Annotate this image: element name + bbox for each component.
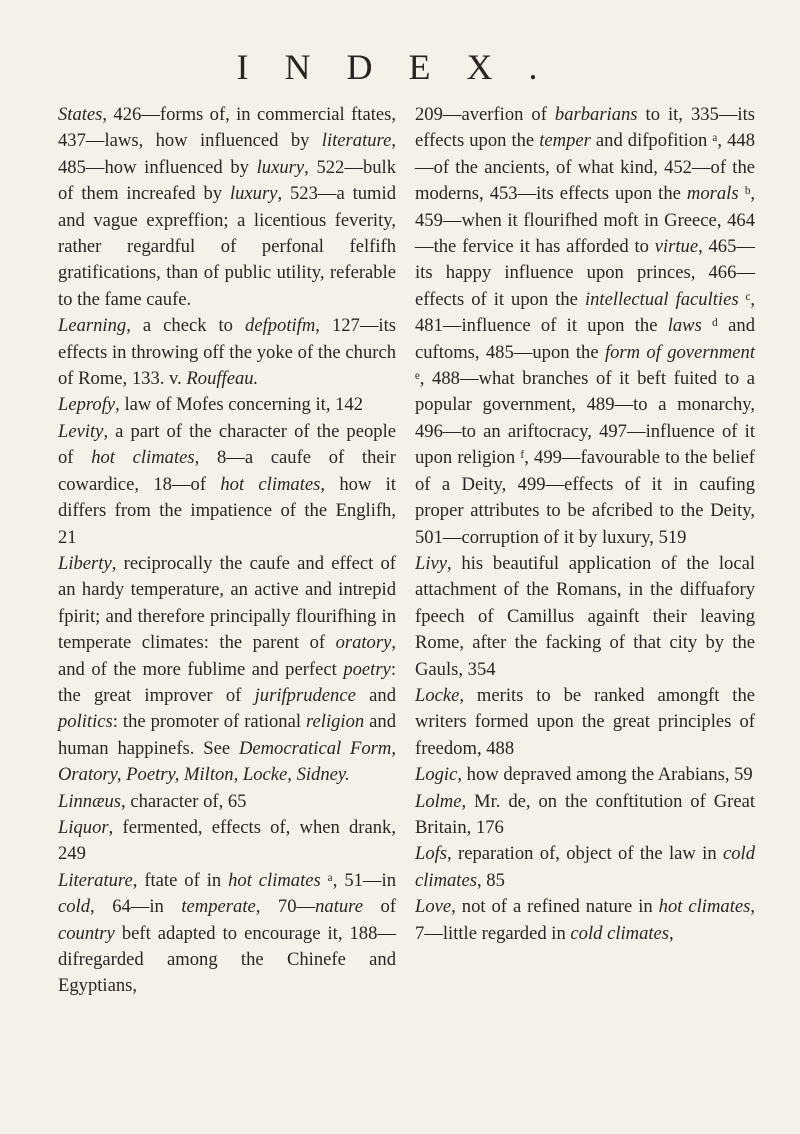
entry-italic-text: Liquor xyxy=(58,816,109,838)
entry-italic-text: luxury xyxy=(256,156,305,178)
entry-italic-text: defpotifm xyxy=(245,315,316,337)
entry-italic-text: cold xyxy=(58,896,91,918)
entry-italic-text: Learning xyxy=(58,315,127,337)
entry-text: and difpofition ᵃ, 448—of the ancients, of what kind, 452—of the moderns, 453—its effects upon the xyxy=(415,130,755,205)
entry-italic-text: oratory xyxy=(335,632,392,654)
entry-text: beft adapted to encourage it, 188—difregarded among the Chinefe and Egyptians, xyxy=(58,922,396,997)
entry-italic-text: country xyxy=(58,922,115,944)
index-entry xyxy=(415,683,755,762)
entry-italic-text: Linnæus xyxy=(58,790,122,812)
entry-text: , 7—little regarded in xyxy=(415,896,756,944)
index-entry xyxy=(58,392,396,418)
entry-text: , fermented, effects of, when drank, 249 xyxy=(58,816,396,865)
entry-text: to it, 335—its effects upon the xyxy=(415,104,755,152)
entry-text: , a check to xyxy=(126,315,246,337)
entry-italic-text: Levity xyxy=(58,420,104,442)
entry-text: : the promoter of rational xyxy=(112,711,306,733)
index-entry xyxy=(58,102,396,313)
entry-italic-text: Logic xyxy=(415,764,458,786)
entry-text: , 522—bulk of them increafed by xyxy=(58,156,396,205)
index-entry xyxy=(58,868,396,1000)
entry-text: , 8—a caufe of their cowardice, 18—of xyxy=(58,447,396,495)
entry-text: , merits to be ranked amongft the writers formed upon the great principles of freedom, 488 xyxy=(415,684,755,759)
entry-italic-text: morals xyxy=(686,183,739,205)
entry-italic-text: Democratical Form, Oratory, Poetry, Milton, Locke, Sidney. xyxy=(58,737,396,786)
entry-text: , law of Mofes concerning it, 142 xyxy=(115,394,364,416)
index-entry xyxy=(58,815,396,868)
entry-text: , xyxy=(669,922,674,944)
index-entry xyxy=(58,551,396,789)
entry-text: : the great improver of xyxy=(58,658,396,706)
entry-text: , and of the more fublime and perfect xyxy=(58,632,396,680)
entry-text: , 85 xyxy=(476,869,505,891)
entry-italic-text: Lofs xyxy=(415,843,448,865)
entry-text: , how depraved among the Arabians, 59 xyxy=(457,764,753,786)
entry-italic-text: cold climates xyxy=(570,922,670,944)
entry-italic-text: form of government xyxy=(604,341,755,363)
entry-italic-text: Rouffeau. xyxy=(186,368,259,390)
entry-italic-text: literature xyxy=(321,130,392,152)
entry-italic-text: temper xyxy=(539,130,591,152)
entry-italic-text: politics xyxy=(58,711,113,733)
entry-text: , not of a refined nature in xyxy=(451,896,659,918)
entry-italic-text: religion xyxy=(305,711,365,733)
entry-text: of xyxy=(362,896,397,918)
index-entry xyxy=(415,762,755,788)
entry-italic-text: Leprofy xyxy=(58,394,116,416)
entry-italic-text: Livy xyxy=(415,552,448,574)
entry-text: ᵈ and cuftoms, 485—upon the xyxy=(415,315,755,363)
entry-text: ᵉ, 488—what branches of it beft fuited to a popular government, 489—to a monarchy, 496—to an ariftocracy, 497—influence of it upon religion ᶠ, 499—favourable to the belief of a Deity, 499—effects of it in caufing proper attributes to be afcribed to the Deity, 501—corruption of it by luxury, 519 xyxy=(415,368,755,548)
entry-text: , 426—forms of, in commercial ftates, 437—laws, how influenced by xyxy=(58,104,396,152)
index-entry xyxy=(58,419,396,551)
entry-text: , reparation of, object of the law in xyxy=(447,843,723,865)
entry-text: ᶜ, 481—influence of it upon the xyxy=(415,288,755,337)
entry-text: , Mr. de, on the conftitution of Great Britain, 176 xyxy=(415,790,755,838)
entry-text: , his beautiful application of the local attachment of the Romans, in the diffuafory fpeech of Camillus againft their leaving Rome, after the facking of that city by the Gauls, 354 xyxy=(415,552,755,680)
index-entry xyxy=(58,789,396,815)
entry-italic-text: temperate xyxy=(181,896,256,918)
entry-text: 209—averfion of xyxy=(415,104,555,125)
entry-text: , 64—in xyxy=(90,896,182,918)
index-entry xyxy=(415,789,755,842)
entry-italic-text: Love xyxy=(415,896,452,918)
entry-italic-text: barbarians xyxy=(554,104,638,125)
entry-text: , 70— xyxy=(255,896,316,918)
entry-italic-text: intellectual faculties xyxy=(584,288,739,310)
entry-text: , how it differs from the impatience of the Englifh, 21 xyxy=(58,473,397,548)
entry-text: , 127—its effects in throwing off the yoke of the church of Rome, 133. v. xyxy=(58,315,396,390)
running-head: INDEX. xyxy=(236,47,574,87)
entry-italic-text: hot climates xyxy=(220,473,321,495)
entry-text: , character of, 65 xyxy=(121,790,247,812)
entry-text: , 485—how influenced by xyxy=(58,130,396,178)
left-column xyxy=(58,102,396,1000)
entry-italic-text: Literature xyxy=(58,869,133,891)
entry-text: , ftate of in xyxy=(132,869,229,891)
entry-italic-text: Locke xyxy=(415,684,460,706)
entry-text: and human happinefs. See xyxy=(58,711,397,759)
entry-italic-text: cold climates xyxy=(415,843,755,891)
entry-italic-text: States xyxy=(58,104,103,125)
entry-text: ᵇ, 459—when it flourifhed moft in Greece, 464—the fervice it has afforded to xyxy=(415,183,755,258)
entry-italic-text: poetry xyxy=(343,658,391,680)
index-entry xyxy=(415,894,755,947)
index-entry xyxy=(415,841,755,894)
entry-italic-text: nature xyxy=(315,896,363,918)
entry-italic-text: hot climates xyxy=(658,896,751,918)
entry-italic-text: luxury xyxy=(229,183,278,205)
entry-text: , reciprocally the caufe and effect of an hardy temperature, an active and intrepid fpirit; and therefore principally flourifhing in temperate climates: the parent of xyxy=(58,552,396,654)
entry-text: and xyxy=(355,684,396,706)
entry-text: , a part of the character of the people of xyxy=(58,420,396,469)
entry-italic-text: hot climates xyxy=(228,869,321,891)
index-entry xyxy=(415,102,755,551)
entry-italic-text: Liberty xyxy=(58,552,112,574)
entry-italic-text: jurifprudence xyxy=(254,684,356,706)
right-column xyxy=(415,102,755,947)
entry-italic-text: Lolme xyxy=(415,790,462,812)
entry-italic-text: hot climates xyxy=(91,447,195,469)
entry-text: , 523—a tumid and vague expreffion; a licentious feverity, rather regardful of perfonal felfifh gratifications, than of public utility, referable to the fame caufe. xyxy=(58,183,396,310)
index-entry xyxy=(58,313,396,392)
index-entry xyxy=(415,551,755,683)
entry-text: ᵃ, 51—in xyxy=(320,869,396,891)
entry-text: , 465—its happy influence upon princes, 466—effects of it upon the xyxy=(415,236,755,310)
entry-italic-text: laws xyxy=(667,315,702,337)
entry-italic-text: virtue xyxy=(654,236,699,258)
